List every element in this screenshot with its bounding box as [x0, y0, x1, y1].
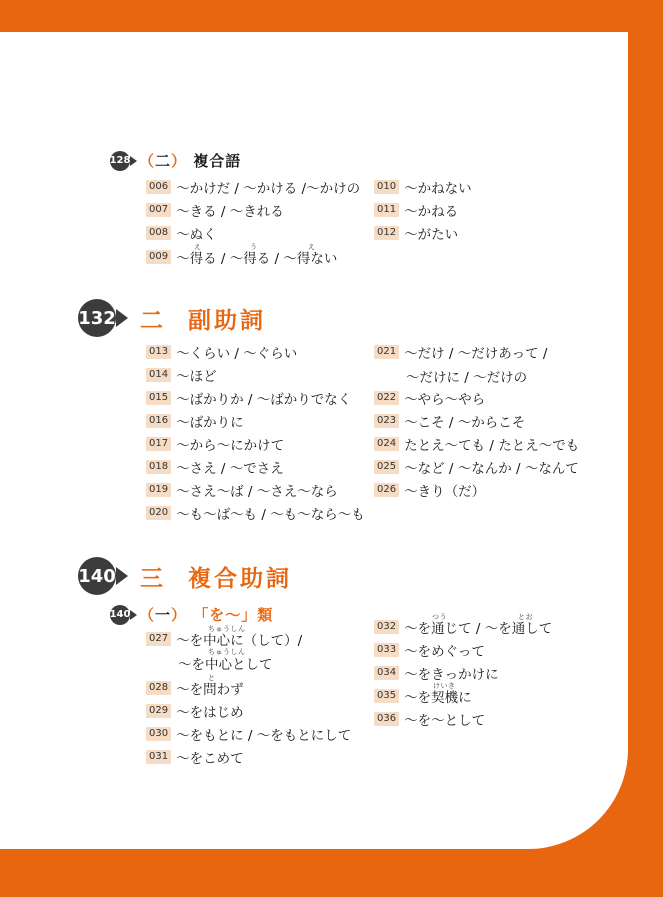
list-item: 030 〜をもとに / 〜をもとにして	[146, 725, 351, 743]
list-item: 008 〜ぬく	[146, 224, 217, 242]
list-item: 024 たとえ〜ても / たとえ〜でも	[374, 435, 579, 453]
list-item: 035 〜を契機に	[374, 687, 472, 705]
list-item: 029 〜をはじめ	[146, 702, 244, 720]
list-item: 014 〜ほど	[146, 366, 217, 384]
furigana: つう	[432, 613, 447, 621]
furigana: けいき	[433, 682, 456, 690]
list-item: 016 〜ばかりに	[146, 412, 244, 430]
list-item: 018 〜さえ / 〜でさえ	[146, 458, 284, 476]
list-item: 033 〜をめぐって	[374, 641, 485, 659]
section-132-heading	[78, 299, 266, 337]
list-item: 036 〜を〜として	[374, 710, 485, 728]
section-title: 三 複合助詞	[140, 565, 292, 592]
page-number-badge: 132	[78, 299, 116, 337]
furigana: え	[308, 243, 316, 251]
arrow-icon	[116, 309, 128, 327]
furigana: え	[194, 243, 202, 251]
section-title: 二 副助詞	[140, 307, 266, 334]
arrow-icon	[116, 567, 128, 585]
section-140-heading	[78, 557, 292, 595]
list-item-continuation: 〜だけに / 〜だけの	[406, 370, 528, 386]
list-item: 022 〜やら〜やら	[374, 389, 485, 407]
list-item: 011 〜かねる	[374, 201, 458, 219]
furigana: とお	[518, 613, 533, 621]
furigana: ちゅうしん	[208, 648, 246, 656]
list-item: 010 〜かねない	[374, 178, 472, 196]
furigana: う	[250, 243, 258, 251]
list-item: 020 〜も〜ば〜も / 〜も〜なら〜も	[146, 504, 365, 522]
page-number-badge: 140	[78, 557, 116, 595]
list-item: 026 〜きり（だ）	[374, 481, 485, 499]
list-item-continuation: 〜を中心として	[178, 657, 273, 673]
list-item: 034 〜をきっかけに	[374, 664, 499, 682]
list-item: 027 〜を中心に（して）/	[146, 630, 302, 648]
list-item: 025 〜など / 〜なんか / 〜なんて	[374, 458, 579, 476]
furigana: ちゅうしん	[208, 625, 246, 633]
arrow-icon	[130, 156, 137, 166]
list-item: 019 〜さえ〜ば / 〜さえ〜なら	[146, 481, 338, 499]
content-page	[0, 32, 628, 849]
list-item: 023 〜こそ / 〜からこそ	[374, 412, 525, 430]
arrow-icon	[130, 610, 137, 620]
list-item: 006 〜かけだ / 〜かける /〜かけの	[146, 178, 360, 196]
list-item: 007 〜きる / 〜きれる	[146, 201, 284, 219]
page-number-badge: 128	[110, 151, 130, 171]
furigana: と	[208, 674, 216, 682]
section-title: （二） 複合語	[139, 152, 242, 170]
section-128-heading	[110, 150, 241, 171]
list-item: 012 〜がたい	[374, 224, 458, 242]
page-number-badge: 140	[110, 605, 130, 625]
subsection-140-heading	[110, 604, 273, 625]
list-item: 021 〜だけ / 〜だけあって /	[374, 343, 547, 361]
list-item: 032 〜を通じて / 〜を通して	[374, 618, 552, 636]
list-item: 028 〜を問わず	[146, 679, 244, 697]
list-item: 015 〜ばかりか / 〜ばかりでなく	[146, 389, 351, 407]
list-item: 009 〜得る / 〜得る / 〜得ない	[146, 248, 337, 266]
list-item: 017 〜から〜にかけて	[146, 435, 284, 453]
list-item: 013 〜くらい / 〜ぐらい	[146, 343, 297, 361]
list-item: 031 〜をこめて	[146, 748, 244, 766]
subsection-title: （一） 「を〜」類	[139, 606, 274, 624]
